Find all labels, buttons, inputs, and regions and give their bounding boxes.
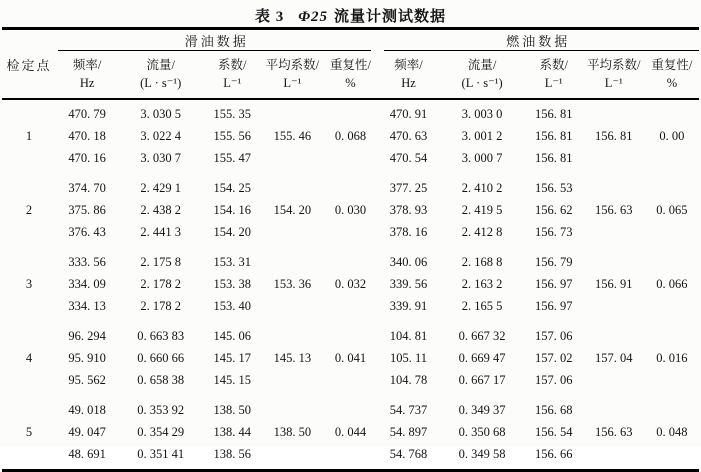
lube-coef-cell: 155. 56 [213,128,252,143]
group-header-fuel-oil: 燃油数据 [377,29,699,52]
fuel-repeatability-cell: 0. 065 [656,202,688,217]
col-header-lube-avg-coefficient [261,51,323,99]
lube-repeatability-cell [323,147,377,169]
table-row [2,199,699,221]
lube-repeatability-cell: 0. 032 [334,276,367,291]
point-cell: 1 [25,128,33,143]
fuel-freq-cell: 339. 56 [389,276,428,291]
fuel-avg-coef-cell: 156. 63 [595,202,633,217]
lube-freq-cell: 470. 79 [68,106,106,121]
lube-flow-cell: 0. 353 92 [137,402,185,417]
point-cell [2,169,56,199]
lube-avg-coef-cell: 138. 50 [273,424,312,439]
fuel-flow-cell: 2. 412 8 [461,224,503,239]
table-row [2,391,699,421]
lube-repeatability-cell [323,243,377,273]
lube-flow-cell: 0. 354 29 [137,424,185,439]
group-header-lube-oil: 滑油数据 [56,29,377,52]
fuel-flow-cell: 0. 349 37 [458,402,506,417]
fuel-freq-cell: 378. 93 [389,202,428,217]
fuel-repeatability-cell [645,369,699,391]
table-row [2,369,699,391]
fuel-avg-coef-cell [583,369,645,391]
lube-repeatability-cell [323,317,377,347]
lube-avg-coef-cell [261,443,323,471]
table-row [2,421,699,443]
fuel-coef-cell: 156. 53 [534,180,573,195]
header-unit: % [345,76,356,90]
fuel-freq-cell: 54. 768 [389,446,428,461]
lube-repeatability-cell [323,221,377,243]
fuel-repeatability-cell [645,443,699,471]
row-header-calibration-point: 检定点 [2,29,56,100]
lube-flow-cell: 2. 441 3 [140,224,181,239]
point-cell: 5 [25,424,33,439]
table-row [2,221,699,243]
fuel-coef-cell: 156. 79 [534,254,573,269]
fuel-repeatability-cell: 0. 00 [659,128,685,143]
fuel-coef-cell: 156. 73 [534,224,573,239]
table-row [2,295,699,317]
col-header-lube-repeatability [323,51,377,99]
fuel-flow-cell: 0. 669 47 [458,350,506,365]
header-unit: L⁻¹ [604,76,623,90]
table-row [2,443,699,471]
fuel-avg-coef-cell: 156. 81 [595,128,633,143]
lube-flow-cell: 3. 030 7 [140,150,181,165]
fuel-flow-cell: 2. 165 5 [461,298,503,313]
lube-avg-coef-cell [261,169,323,199]
lube-repeatability-cell: 0. 030 [334,202,367,217]
col-header-lube-coefficient [203,51,261,99]
header-line: 重复性/ [329,58,371,72]
lube-flow-cell: 0. 658 38 [137,372,185,387]
fuel-flow-cell: 2. 168 8 [461,254,503,269]
lube-avg-coef-cell [261,295,323,317]
fuel-repeatability-cell [645,243,699,273]
point-cell [2,243,56,273]
lube-flow-cell: 0. 663 83 [137,328,185,343]
lube-avg-coef-cell [261,391,323,421]
col-header-fuel-repeatability [645,51,699,99]
table-caption-text: 流量计测试数据 [334,9,447,25]
lube-avg-coef-cell: 153. 36 [273,276,312,291]
header-unit: % [666,76,678,90]
fuel-coef-cell: 157. 06 [534,328,573,343]
lube-avg-coef-cell [261,317,323,347]
lube-avg-coef-cell [261,99,323,125]
fuel-repeatability-cell: 0. 066 [656,276,688,291]
table-body [2,99,699,471]
flowmeter-model: Φ25 [298,9,329,25]
fuel-coef-cell: 156. 97 [534,276,573,291]
point-cell [2,369,56,391]
fuel-repeatability-cell: 0. 016 [656,350,688,365]
lube-flow-cell: 0. 351 41 [137,446,185,461]
table-number: 表 3 [254,9,285,25]
fuel-freq-cell: 377. 25 [389,180,428,195]
fuel-freq-cell: 340. 06 [389,254,428,269]
col-header-fuel-avg-coefficient [583,51,645,99]
lube-freq-cell: 95. 562 [68,372,106,387]
point-cell [2,147,56,169]
table-row [2,169,699,199]
col-header-fuel-frequency [377,51,439,99]
lube-flow-cell: 2. 429 1 [140,180,181,195]
lube-coef-cell: 138. 44 [213,424,252,439]
lube-repeatability-cell [323,369,377,391]
fuel-repeatability-cell [645,99,699,125]
lube-freq-cell: 49. 018 [68,402,106,417]
lube-flow-cell: 2. 178 2 [140,298,181,313]
header-line: 平均系数/ [265,58,320,72]
flowmeter-test-data-table [2,27,699,472]
lube-avg-coef-cell: 154. 20 [273,202,312,217]
lube-freq-cell: 334. 13 [68,298,106,313]
fuel-repeatability-cell [645,169,699,199]
fuel-flow-cell: 0. 350 68 [458,424,506,439]
lube-freq-cell: 96. 294 [68,328,106,343]
lube-coef-cell: 138. 56 [213,446,252,461]
fuel-coef-cell: 157. 02 [534,350,573,365]
fuel-coef-cell: 156. 66 [534,446,573,461]
header-unit: Hz [79,76,95,90]
fuel-avg-coef-cell [583,169,645,199]
lube-repeatability-cell [323,295,377,317]
point-cell: 2 [25,202,33,217]
point-cell [2,317,56,347]
header-line: 流量/ [467,58,497,72]
lube-coef-cell: 155. 47 [213,150,252,165]
fuel-flow-cell: 3. 001 2 [461,128,503,143]
lube-coef-cell: 155. 35 [213,106,252,121]
col-header-fuel-flow [440,51,525,99]
fuel-repeatability-cell: 0. 048 [656,424,688,439]
lube-freq-cell: 376. 43 [68,224,106,239]
fuel-avg-coef-cell [583,147,645,169]
lube-flow-cell: 0. 660 66 [137,350,185,365]
lube-freq-cell: 49. 047 [68,424,106,439]
fuel-avg-coef-cell [583,243,645,273]
table-row [2,99,699,125]
fuel-repeatability-cell [645,147,699,169]
fuel-avg-coef-cell: 156. 63 [595,424,633,439]
lube-coef-cell: 154. 16 [213,202,252,217]
point-cell [2,443,56,471]
lube-freq-cell: 333. 56 [68,254,106,269]
lube-freq-cell: 374. 70 [68,180,106,195]
fuel-avg-coef-cell [583,317,645,347]
lube-repeatability-cell [323,169,377,199]
lube-repeatability-cell [323,443,377,471]
point-cell: 3 [25,276,33,291]
point-cell [2,295,56,317]
col-header-fuel-coefficient [525,51,583,99]
lube-avg-coef-cell: 145. 13 [273,350,312,365]
lube-coef-cell: 153. 40 [213,298,252,313]
header-unit: (L · s⁻¹) [461,76,503,90]
fuel-flow-cell: 3. 000 7 [461,150,503,165]
fuel-avg-coef-cell [583,99,645,125]
point-cell: 4 [25,350,33,365]
lube-avg-coef-cell [261,243,323,273]
lube-flow-cell: 3. 030 5 [140,106,181,121]
lube-flow-cell: 2. 178 2 [140,276,181,291]
fuel-repeatability-cell [645,221,699,243]
header-unit: Hz [401,76,416,90]
header-line: 频率/ [394,58,423,72]
lube-flow-cell: 2. 175 8 [140,254,181,269]
lube-coef-cell: 138. 50 [213,402,252,417]
lube-freq-cell: 334. 09 [68,276,106,291]
fuel-freq-cell: 470. 91 [389,106,428,121]
lube-freq-cell: 470. 16 [68,150,106,165]
table-row [2,273,699,295]
col-header-lube-flow [118,51,203,99]
lube-repeatability-cell [323,391,377,421]
lube-repeatability-cell [323,99,377,125]
lube-repeatability-cell: 0. 041 [334,350,367,365]
lube-repeatability-cell: 0. 044 [334,424,367,439]
point-cell [2,99,56,125]
fuel-coef-cell: 157. 06 [534,372,573,387]
lube-coef-cell: 154. 25 [213,180,252,195]
table-caption [0,0,701,27]
lube-coef-cell: 153. 38 [213,276,252,291]
fuel-freq-cell: 378. 16 [389,224,428,239]
fuel-coef-cell: 156. 81 [534,128,573,143]
lube-avg-coef-cell [261,221,323,243]
lube-coef-cell: 154. 20 [213,224,252,239]
lube-coef-cell: 153. 31 [213,254,252,269]
lube-freq-cell: 95. 910 [68,350,106,365]
table-row [2,317,699,347]
column-header-row [2,51,699,99]
fuel-avg-coef-cell [583,391,645,421]
lube-avg-coef-cell: 155. 46 [273,128,312,143]
fuel-avg-coef-cell [583,221,645,243]
table-row [2,243,699,273]
lube-avg-coef-cell [261,147,323,169]
point-cell [2,391,56,421]
fuel-coef-cell: 156. 54 [534,424,573,439]
header-line: 系数/ [218,58,247,72]
fuel-freq-cell: 470. 54 [389,150,428,165]
header-unit: L⁻¹ [223,76,242,90]
fuel-avg-coef-cell: 156. 91 [595,276,633,291]
fuel-coef-cell: 156. 81 [534,106,573,121]
fuel-coef-cell: 156. 62 [534,202,573,217]
fuel-freq-cell: 339. 91 [389,298,428,313]
fuel-freq-cell: 104. 78 [389,372,428,387]
lube-freq-cell: 470. 18 [68,128,106,143]
header-unit: L⁻¹ [544,76,563,90]
fuel-freq-cell: 54. 897 [389,424,428,439]
fuel-avg-coef-cell [583,443,645,471]
fuel-flow-cell: 2. 419 5 [461,202,503,217]
fuel-flow-cell: 2. 163 2 [461,276,503,291]
fuel-avg-coef-cell [583,295,645,317]
fuel-flow-cell: 2. 410 2 [461,180,503,195]
fuel-coef-cell: 156. 97 [534,298,573,313]
fuel-freq-cell: 104. 81 [389,328,428,343]
lube-flow-cell: 2. 438 2 [140,202,181,217]
lube-flow-cell: 3. 022 4 [140,128,181,143]
header-line: 频率/ [72,58,102,72]
lube-coef-cell: 145. 17 [213,350,252,365]
lube-avg-coef-cell [261,369,323,391]
fuel-flow-cell: 0. 667 32 [458,328,506,343]
fuel-repeatability-cell [645,317,699,347]
lube-freq-cell: 375. 86 [68,202,106,217]
fuel-coef-cell: 156. 81 [534,150,573,165]
fuel-repeatability-cell [645,391,699,421]
header-unit: L⁻¹ [283,76,302,90]
fuel-freq-cell: 54. 737 [389,402,428,417]
group-header-row [2,29,699,52]
header-line: 流量/ [146,58,175,72]
fuel-freq-cell: 470. 63 [389,128,428,143]
fuel-repeatability-cell [645,295,699,317]
fuel-flow-cell: 3. 003 0 [461,106,503,121]
table-row [2,347,699,369]
lube-coef-cell: 145. 15 [213,372,252,387]
lube-coef-cell: 145. 06 [213,328,252,343]
col-header-lube-frequency [56,51,118,99]
fuel-flow-cell: 0. 349 58 [458,446,506,461]
header-unit: (L · s⁻¹) [140,76,182,90]
fuel-flow-cell: 0. 667 17 [458,372,506,387]
header-line: 重复性/ [651,58,693,72]
fuel-freq-cell: 105. 11 [390,350,428,365]
lube-freq-cell: 48. 691 [68,446,106,461]
fuel-coef-cell: 156. 68 [534,402,573,417]
lube-repeatability-cell: 0. 068 [334,128,367,143]
point-cell [2,221,56,243]
table-row [2,147,699,169]
table-row [2,125,699,147]
header-line: 系数/ [539,58,568,72]
fuel-avg-coef-cell: 157. 04 [595,350,633,365]
header-line: 平均系数/ [587,58,641,72]
